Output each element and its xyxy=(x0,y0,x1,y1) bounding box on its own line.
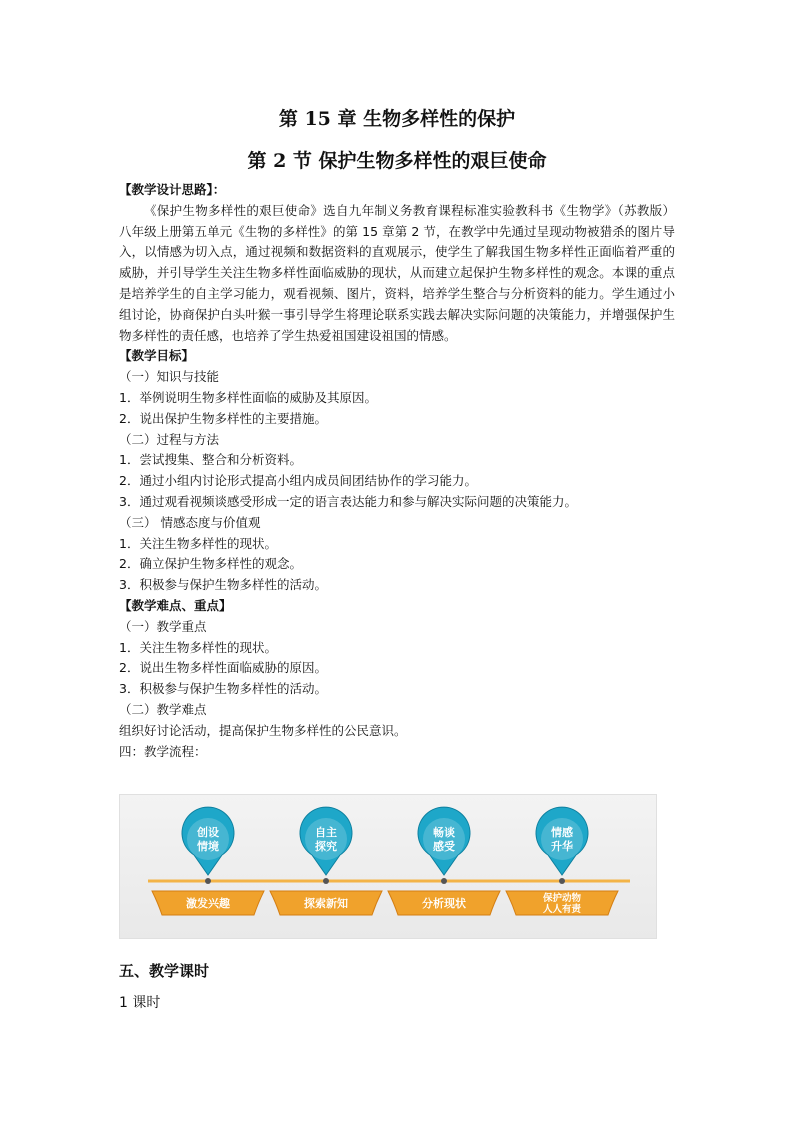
keypoints-sub-difficulty: （二）教学难点 xyxy=(119,701,207,717)
flow-graphic xyxy=(120,795,658,940)
difficulty-text: 组织好讨论活动，提高保护生物多样性的公民意识。 xyxy=(119,722,407,738)
flow-pin-label: 情感 xyxy=(551,826,573,839)
flow-pin-label: 创设 xyxy=(197,826,219,839)
keypoint-item: 2．说出生物多样性面临威胁的原因。 xyxy=(119,660,327,676)
goal-item: 1．尝试搜集、整合和分析资料。 xyxy=(119,452,302,468)
flow-pin-inner xyxy=(423,818,465,860)
goal-item: 2．说出保护生物多样性的主要措施。 xyxy=(119,410,327,426)
section-title: 第 2 节 保护生物多样性的艰巨使命 xyxy=(247,150,547,172)
goals-sub-process: （二）过程与方法 xyxy=(119,431,220,447)
teaching-flow-diagram xyxy=(119,794,657,939)
goal-item: 2．确立保护生物多样性的观念。 xyxy=(119,556,302,572)
flow-pin-label: 畅谈 xyxy=(433,826,455,839)
flow-pin-inner xyxy=(541,818,583,860)
flow-pin-label: 情境 xyxy=(197,840,219,853)
flow-pin-inner xyxy=(187,818,229,860)
flow-ribbon-label: 激发兴趣 xyxy=(186,897,230,910)
flow-timeline-dot xyxy=(323,878,329,884)
goal-item: 1．关注生物多样性的现状。 xyxy=(119,535,277,551)
keypoints-sub-focus: （一）教学重点 xyxy=(119,618,207,634)
design-heading: 【教学设计思路】： xyxy=(119,182,226,197)
flow-pin-label: 自主 xyxy=(315,826,337,839)
section5-heading: 五、教学课时 xyxy=(119,962,210,980)
flow-timeline-dot xyxy=(441,878,447,884)
flow-pin-label: 升华 xyxy=(551,840,573,853)
flow-timeline-dot xyxy=(205,878,211,884)
goals-heading: 【教学目标】 xyxy=(119,348,195,364)
flow-ribbon-label: 人人有责 xyxy=(542,904,582,915)
flow-ribbon-label: 分析现状 xyxy=(422,897,466,910)
flow-pin-inner xyxy=(305,818,347,860)
flow-heading: 四：教学流程： xyxy=(119,743,207,759)
flow-ribbon-label: 探索新知 xyxy=(304,897,348,910)
keypoints-heading: 【教学难点、重点】 xyxy=(119,597,232,613)
document-body xyxy=(119,180,675,762)
chapter-title: 第 15 章 生物多样性的保护 xyxy=(278,108,516,130)
flow-ribbon-label: 保护动物 xyxy=(542,893,582,904)
keypoint-item: 3．积极参与保护生物多样性的活动。 xyxy=(119,681,327,697)
goals-sub-attitude: （三） 情感态度与价值观 xyxy=(119,514,261,530)
lesson-count: 1 课时 xyxy=(119,995,161,1011)
goal-item: 1．举例说明生物多样性面临的威胁及其原因。 xyxy=(119,389,377,405)
goal-item: 3．积极参与保护生物多样性的活动。 xyxy=(119,577,327,593)
flow-pin-label: 感受 xyxy=(433,840,455,853)
goals-sub-knowledge: （一）知识与技能 xyxy=(119,369,220,385)
goal-item: 2．通过小组内讨论形式提高小组内成员间团结协作的学习能力。 xyxy=(119,473,477,489)
goal-item: 3．通过观看视频谈感受形成一定的语言表达能力和参与解决实际问题的决策能力。 xyxy=(119,493,577,509)
design-paragraph: 《保护生物多样性的艰巨使命》选自九年制义务教育课程标准实验教科书《生物学》（苏教版）八年级上册第五单元《生物的多样性》的第 15 章第 2 节，在教学中先通过呈现动物被猎杀的图片导入，以情感为切入点，通过视频和数据资料的直观展示，使学生了解我国生物多样性正面临着严重的威胁，并引导学生关注生物多样性面临威胁的现状，从而建立起保护生物多样性的观念。本课的重点是培养学生的自主学习能力，观看视频、图片，资料，培养学生整合与分析资料的能力。学生通过小组讨论，协商保护白头叶猴一事引导学生将理论联系实践去解决实际问题的决策能力，并增强保护生物多样性的责任感，也培养了学生热爱祖国建设祖国的情感。 xyxy=(119,202,675,343)
keypoint-item: 1．关注生物多样性的现状。 xyxy=(119,639,277,655)
flow-timeline-dot xyxy=(559,878,565,884)
flow-pin-label: 探究 xyxy=(315,840,337,853)
